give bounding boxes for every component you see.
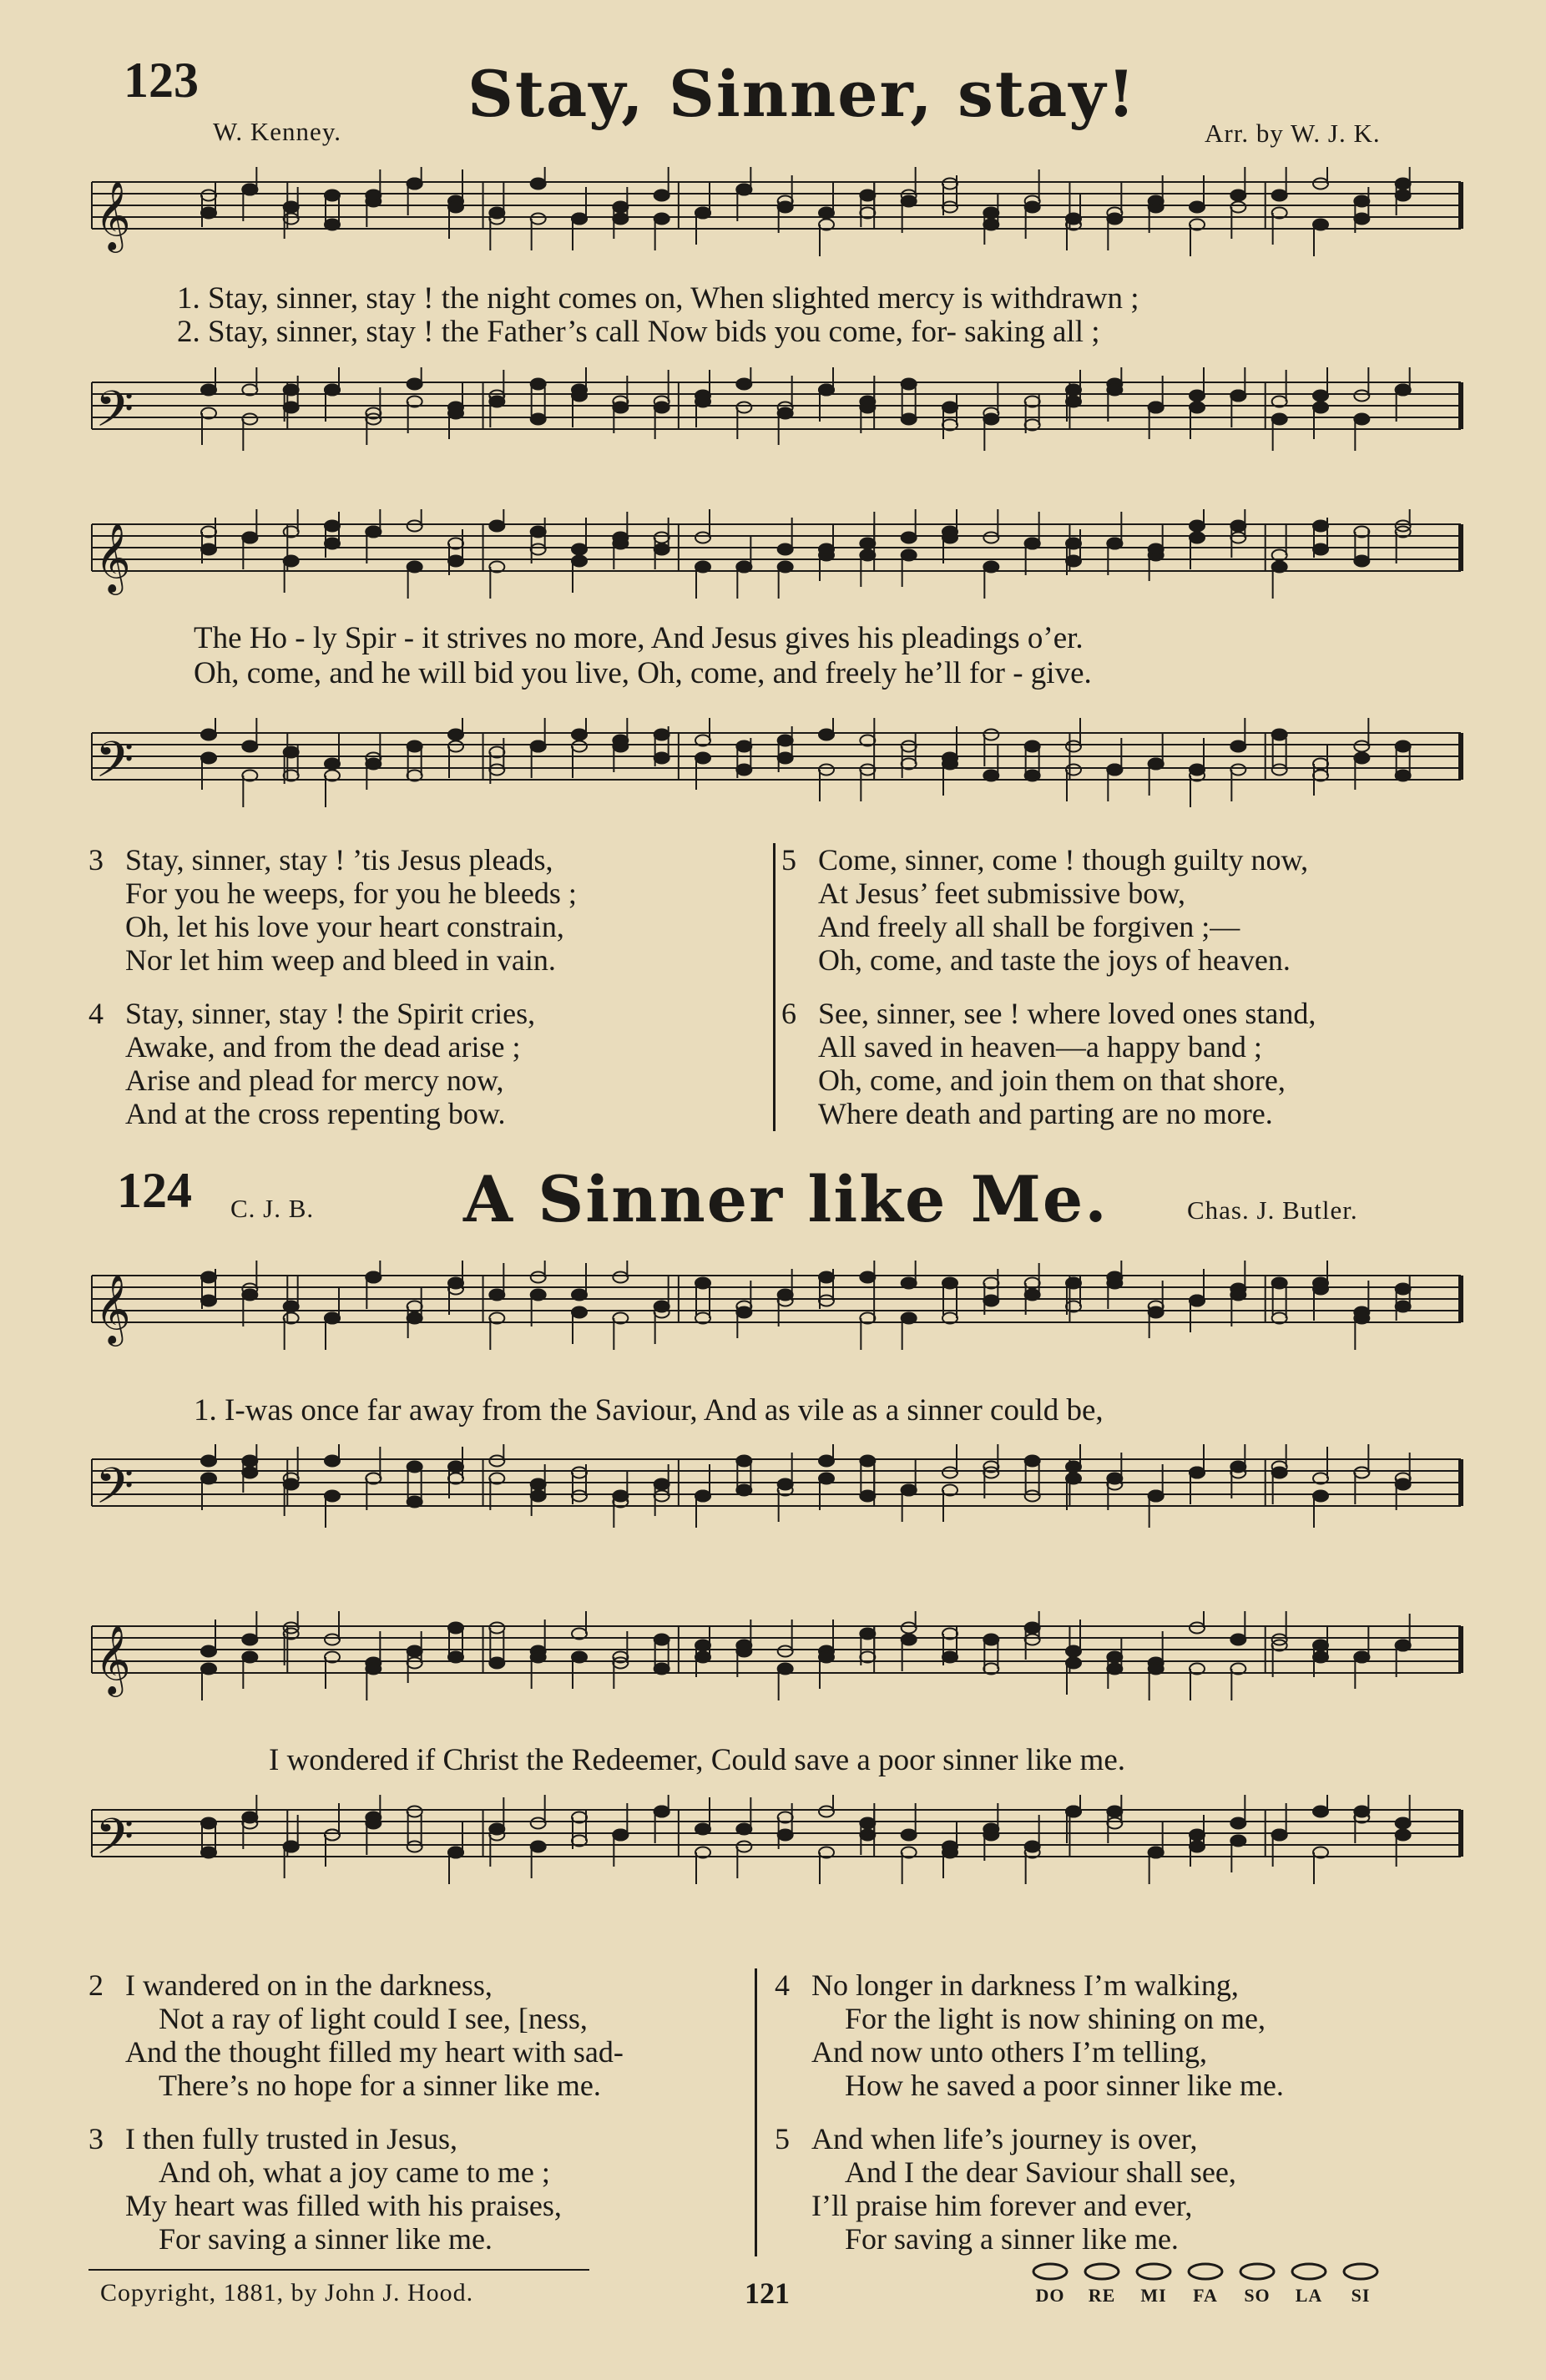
verse-number: 5 — [775, 2122, 790, 2155]
verse-line: And the thought filled my heart with sad- — [125, 2035, 624, 2069]
verse-line: My heart was filled with his praises, — [125, 2189, 562, 2222]
music-staff-treble — [83, 1611, 1469, 1720]
verse-line: Oh, come, and taste the joys of heaven. — [818, 943, 1291, 977]
copyright-notice: Copyright, 1881, by John J. Hood. — [100, 2279, 474, 2307]
verse — [88, 997, 577, 1130]
verse-number: 3 — [88, 843, 104, 877]
lyric-line: Oh, come, and he will bid you live, Oh, come, and freely he’ll for - give. — [194, 656, 1092, 690]
hymn-title: Stay, Sinner, stay! — [467, 57, 1137, 131]
solfege-label: SO — [1244, 2285, 1271, 2306]
verse-block — [88, 843, 577, 1130]
arranger-credit: Arr. by W. J. K. — [1205, 119, 1381, 148]
svg-text:𝄞: 𝄞 — [95, 522, 131, 592]
verse-line: No longer in darkness I’m walking, — [811, 1968, 1239, 2002]
verse-line: Stay, sinner, stay ! ’tis Jesus pleads, — [125, 843, 553, 877]
page-number: 121 — [745, 2276, 790, 2310]
verse-line: And freely all shall be forgiven ;— — [818, 910, 1240, 943]
verse — [775, 1968, 1284, 2102]
verse-number: 4 — [775, 1968, 790, 2002]
solfege-item — [1027, 2262, 1074, 2307]
note-shape-icon — [1238, 2262, 1276, 2281]
verse — [88, 843, 577, 977]
verse-line: For saving a sinner like me. — [845, 2222, 1179, 2256]
note-shape-icon — [1341, 2262, 1380, 2281]
svg-text:𝄞: 𝄞 — [95, 1624, 131, 1694]
verse-line: And at the cross repenting bow. — [125, 1097, 506, 1130]
verse-line: For the light is now shining on me, — [845, 2002, 1266, 2035]
music-staff-treble — [83, 167, 1469, 259]
verse-number: 4 — [88, 997, 104, 1030]
verse-line: At Jesus’ feet submissive bow, — [818, 877, 1185, 910]
verse-line: Nor let him weep and bleed in vain. — [125, 943, 556, 977]
verse-line: Not a ray of light could I see, [ness, — [159, 2002, 588, 2035]
note-shape-icon — [1134, 2262, 1173, 2281]
verse-block — [781, 843, 1316, 1130]
words-credit: W. Kenney. — [213, 117, 342, 146]
hymn-number: 124 — [117, 1163, 192, 1218]
music-staff-bass — [83, 1444, 1469, 1553]
solfege-label: SI — [1351, 2285, 1371, 2306]
solfege-label: RE — [1088, 2285, 1116, 2306]
solfege-label: FA — [1193, 2285, 1218, 2306]
solfege-item — [1286, 2262, 1332, 2307]
svg-text:𝄢: 𝄢 — [95, 1807, 134, 1877]
verse-line: How he saved a poor sinner like me. — [845, 2069, 1284, 2102]
verse-line: And when life’s journey is over, — [811, 2122, 1198, 2155]
words-credit: C. J. B. — [230, 1194, 315, 1223]
svg-text:𝄢: 𝄢 — [95, 380, 134, 450]
svg-text:𝄞: 𝄞 — [95, 179, 131, 250]
lyric-line: 1. I-was once far away from the Saviour, And as vile as a sinner could be, — [194, 1393, 1104, 1427]
verse-line: For saving a sinner like me. — [159, 2222, 493, 2256]
verse-block — [88, 1968, 624, 2256]
verse-line: All saved in heaven—a happy band ; — [818, 1030, 1262, 1064]
solfege-item — [1182, 2262, 1229, 2307]
verse-number: 5 — [781, 843, 796, 877]
verse-line: I wandered on in the darkness, — [125, 1968, 493, 2002]
verse — [781, 997, 1316, 1130]
verse-line: Arise and plead for mercy now, — [125, 1064, 504, 1097]
solfege-item — [1079, 2262, 1125, 2307]
hymn-title: A Sinner like Me. — [463, 1162, 1109, 1236]
verse-line: Stay, sinner, stay ! the Spirit cries, — [125, 997, 536, 1030]
note-shape-icon — [1290, 2262, 1328, 2281]
column-divider — [755, 1968, 757, 2256]
music-staff-bass — [83, 1795, 1469, 1903]
music-staff-bass — [83, 367, 1469, 459]
verse-line: Come, sinner, come ! though guilty now, — [818, 843, 1309, 877]
lyric-line: 2. Stay, sinner, stay ! the Father’s call Now bids you come, for- saking all ; — [177, 315, 1100, 349]
composer-credit: Chas. J. Butler. — [1187, 1195, 1358, 1225]
verse-line: And now unto others I’m telling, — [811, 2035, 1207, 2069]
note-shape-icon — [1031, 2262, 1069, 2281]
solfege-item — [1130, 2262, 1177, 2307]
verse — [775, 2122, 1284, 2256]
solfege-item — [1337, 2262, 1384, 2307]
verse-line: Oh, come, and join them on that shore, — [818, 1064, 1286, 1097]
verse-number: 2 — [88, 1968, 104, 2002]
music-staff-treble — [83, 509, 1469, 601]
verse-line: For you he weeps, for you he bleeds ; — [125, 877, 577, 910]
verse-line: And I the dear Saviour shall see, — [845, 2155, 1236, 2189]
note-shape-icon — [1083, 2262, 1121, 2281]
verse-line: And oh, what a joy came to me ; — [159, 2155, 550, 2189]
music-staff-bass — [83, 718, 1469, 810]
note-shape-icon — [1186, 2262, 1225, 2281]
verse-line: I’ll praise him forever and ever, — [811, 2189, 1193, 2222]
verse — [781, 843, 1316, 977]
solfege-label: LA — [1295, 2285, 1323, 2306]
svg-text:𝄢: 𝄢 — [95, 730, 134, 801]
verse — [88, 1968, 624, 2102]
music-staff-treble — [83, 1261, 1469, 1369]
verse-block — [775, 1968, 1284, 2256]
lyric-line: 1. Stay, sinner, stay ! the night comes on, When slighted mercy is withdrawn ; — [177, 281, 1139, 316]
verse — [88, 2122, 624, 2256]
verse-line: Where death and parting are no more. — [818, 1097, 1273, 1130]
verse-line: Awake, and from the dead arise ; — [125, 1030, 521, 1064]
verse-line: Oh, let his love your heart constrain, — [125, 910, 564, 943]
footer-rule — [88, 2269, 589, 2271]
column-divider — [773, 843, 776, 1131]
solfege-item — [1234, 2262, 1281, 2307]
solfege-label: MI — [1140, 2285, 1167, 2306]
verse-number: 6 — [781, 997, 796, 1030]
verse-line: See, sinner, see ! where loved ones stand, — [818, 997, 1316, 1030]
verse-line: I then fully trusted in Jesus, — [125, 2122, 457, 2155]
svg-text:𝄞: 𝄞 — [95, 1273, 131, 1343]
svg-text:𝄢: 𝄢 — [95, 1457, 134, 1527]
verse-line: There’s no hope for a sinner like me. — [159, 2069, 601, 2102]
verse-number: 3 — [88, 2122, 104, 2155]
solfege-label: DO — [1035, 2285, 1065, 2306]
hymn-number: 123 — [124, 53, 199, 108]
lyric-line: I wondered if Christ the Redeemer, Could save a poor sinner like me. — [269, 1743, 1126, 1777]
lyric-line: The Ho - ly Spir - it strives no more, And Jesus gives his pleadings o’er. — [194, 621, 1084, 655]
